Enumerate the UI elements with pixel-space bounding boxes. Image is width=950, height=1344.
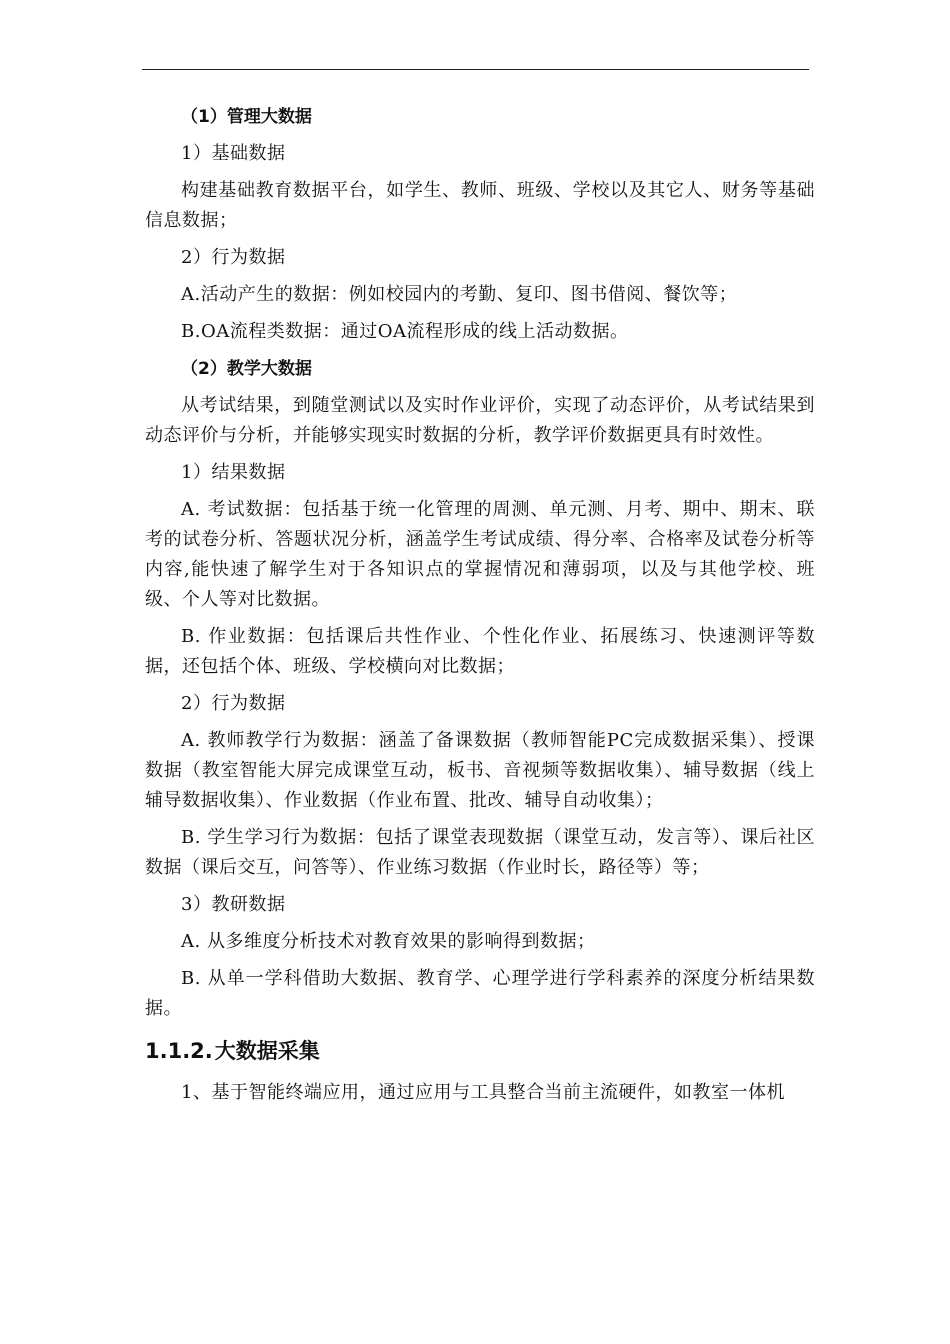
- section-heading: [145, 1034, 815, 1068]
- paragraph: 3）教研数据: [181, 894, 286, 915]
- paragraph: A.活动产生的数据：例如校园内的考勤、复印、图书借阅、餐饮等；: [181, 284, 738, 305]
- paragraph: B.OA流程类数据：通过OA流程形成的线上活动数据。: [181, 321, 629, 342]
- paragraph: B. 学生学习行为数据：包括了课堂表现数据（课堂互动，发言等）、课后社区数据（课后交互，问答等）、作业练习数据（作业时长，路径等）等；: [145, 827, 815, 878]
- section-title: 大数据采集: [214, 1039, 320, 1063]
- paragraph: 1、基于智能终端应用，通过应用与工具整合当前主流硬件，如教室一体机: [181, 1082, 785, 1103]
- paragraph: 2）行为数据: [181, 693, 286, 714]
- paragraph: B. 从单一学科借助大数据、教育学、心理学进行学科素养的深度分析结果数据。: [145, 968, 815, 1019]
- paragraph: A. 从多维度分析技术对教育效果的影响得到数据；: [181, 931, 596, 952]
- paragraph: 从考试结果，到随堂测试以及实时作业评价，实现了动态评价，从考试结果到动态评价与分析，并能够实现实时数据的分析，教学评价数据更具有时效性。: [145, 395, 815, 446]
- paragraph: 1）结果数据: [181, 462, 286, 483]
- document-body: [145, 102, 815, 1115]
- section-number: 1.1.2.: [145, 1039, 213, 1063]
- paragraph: 2）行为数据: [181, 247, 286, 268]
- paragraph: 1）基础数据: [181, 143, 286, 164]
- paragraph: B. 作业数据：包括课后共性作业、个性化作业、拓展练习、快速测评等数据，还包括个体、班级、学校横向对比数据；: [145, 626, 815, 677]
- subheading-teaching-data: （2）教学大数据: [181, 359, 312, 379]
- paragraph: A. 教师教学行为数据：涵盖了备课数据（教师智能PC完成数据采集）、授课数据（教室智能大屏完成课堂互动，板书、音视频等数据收集）、辅导数据（线上辅导数据收集）、作业数据（作业布置、批改、辅导自动收集）；: [145, 730, 815, 811]
- paragraph: A. 考试数据：包括基于统一化管理的周测、单元测、月考、期中、期末、联考的试卷分析、答题状况分析，涵盖学生考试成绩、得分率、合格率及试卷分析等内容,能快速了解学生对于各知识点的掌握情况和薄弱项，以及与其他学校、班级、个人等对比数据。: [145, 499, 815, 610]
- subheading-management-data: （1）管理大数据: [181, 107, 312, 127]
- paragraph: 构建基础教育数据平台，如学生、教师、班级、学校以及其它人、财务等基础信息数据；: [145, 180, 815, 231]
- header-rule: [142, 69, 809, 70]
